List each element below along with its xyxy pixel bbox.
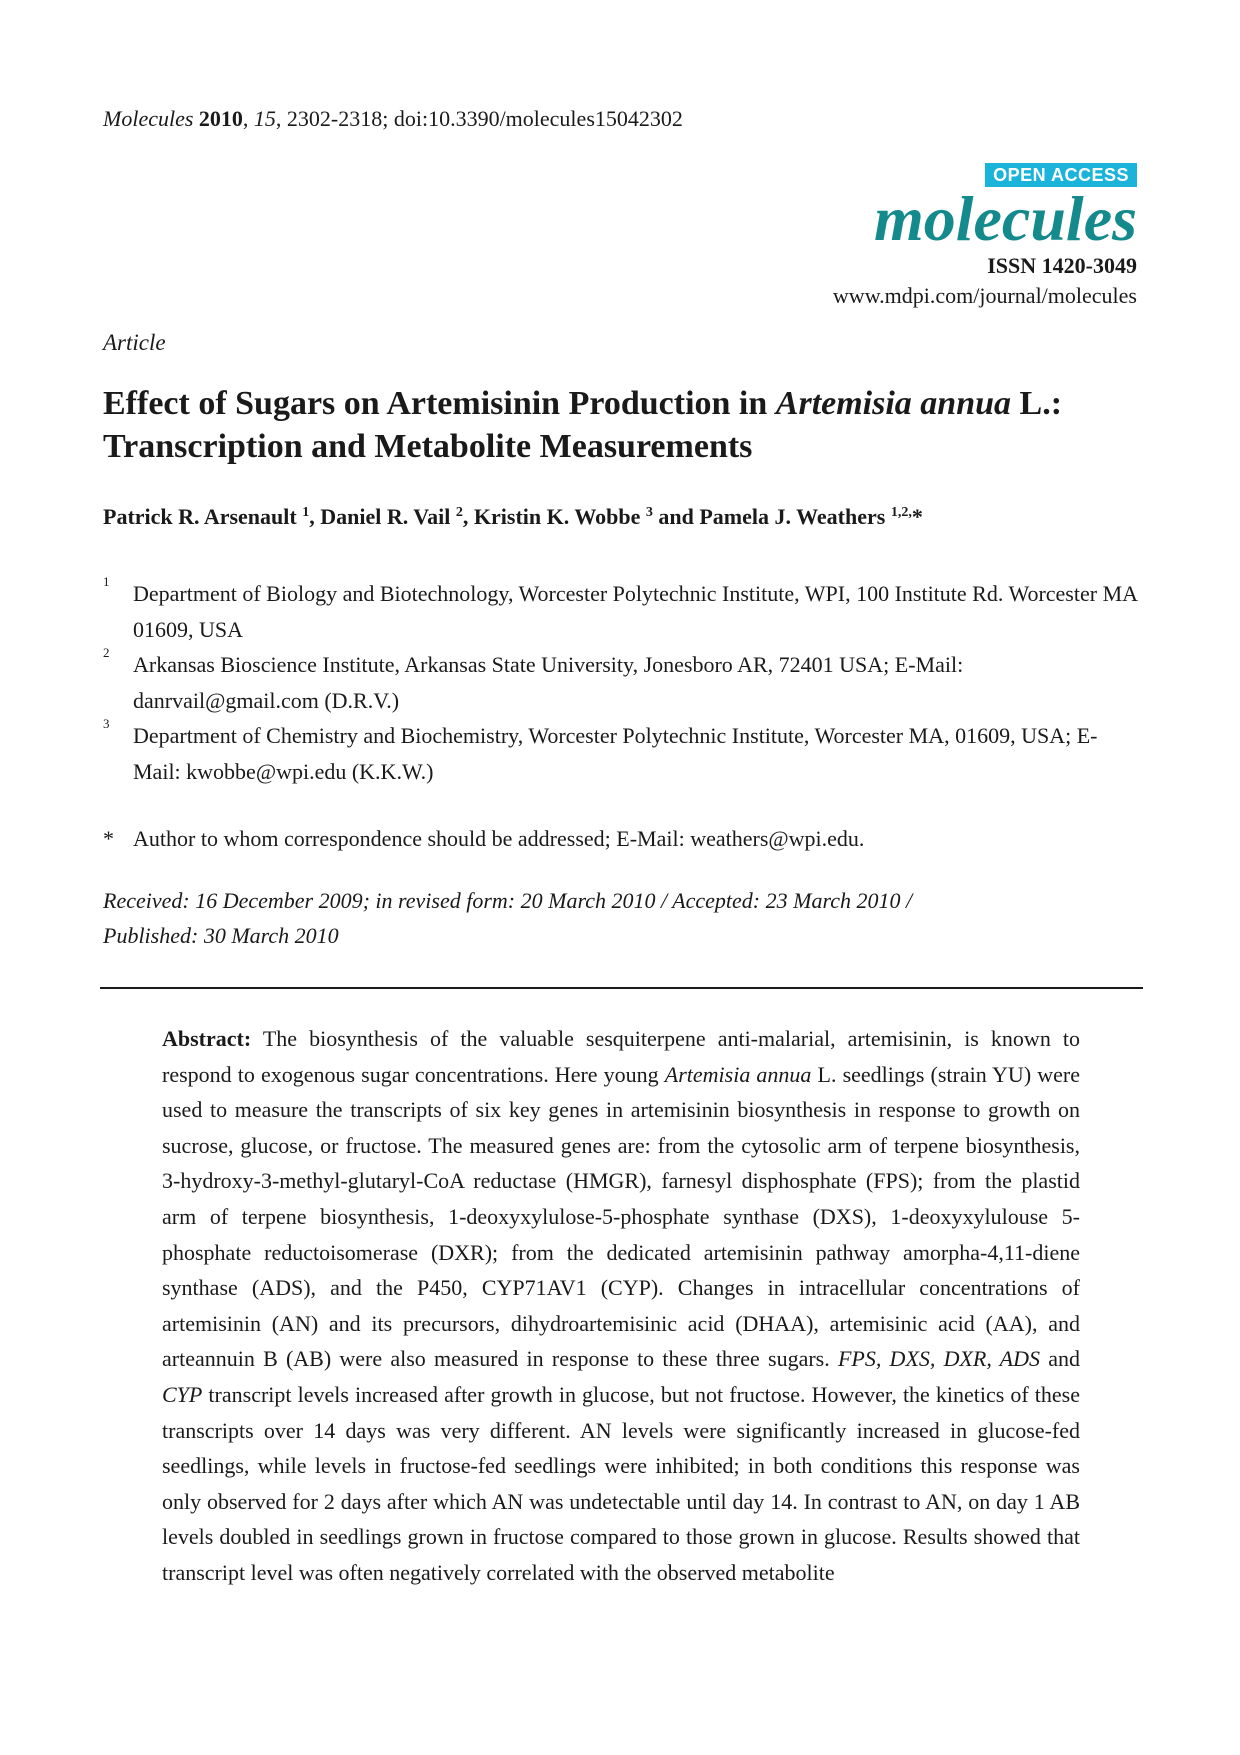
correspondence-note [103,824,1143,854]
abstract-gene: CYP [162,1381,203,1407]
abstract [162,1021,1080,1591]
abstract-text: L. seedlings (strain YU) were used to measure the transcripts of six key genes in artemisinin biosynthesis in response to growth on sucrose, glucose, or fructose. The measured genes are: from the cytosolic arm of terpene biosynthesis, 3-hydroxy-3-methyl-glutaryl-CoA reductase (HMGR), farnesyl disphosphate (FPS); from the plastid arm of terpene biosynthesis, 1-deoxyxylulose-5-phosphate synthase (DXS), 1-deoxyxylulouse 5-phosphate reductoisomerase (DXR); from the dedicated artemisinin pathway amorpha-4,11-diene synthase (ADS), and the P450, CYP71AV1 (CYP). Changes in intracellular concentrations of artemisinin (AN) and its precursors, dihydroartemisinic acid (DHAA), artemisinic acid (AA), and arteannuin B (AB) were also measured in response to these three sugars. [162,1061,1080,1372]
abstract-label: Abstract: [162,1026,252,1051]
author-affiliation-mark: 1 [302,505,310,520]
abstract-gene-list: FPS, DXS, DXR, ADS [837,1346,1041,1372]
abstract-species: Artemisia annua [664,1061,812,1087]
affiliation-item [103,718,1143,789]
dates-published: Published: 30 March 2010 [103,923,339,948]
open-access-badge: OPEN ACCESS [985,163,1137,187]
article-type: Article [103,330,166,355]
correspondence-text: Author to whom correspondence should be addressed; E-Mail: weathers@wpi.edu. [133,826,865,851]
abstract-text: The biosynthesis of the valuable sesquiterpene anti-malarial, artemisinin, is known to respond to exogenous sugar concentrations. Here young [162,1026,1080,1087]
affiliation-number: 2 [103,645,110,660]
abstract-text: transcript levels increased after growth in glucose, but not fructose. However, the kinetics of these transcripts over 14 days was very different. AN levels were significantly increased in glucose-fed seedlings, while levels in fructose-fed seedlings were inhibited; in both conditions this response was only observed for 2 days after which AN was undetectable until day 14. In contrast to AN, on day 1 AB levels doubled in seedlings grown in fructose compared to those grown in glucose. Results showed that transcript level was often negatively correlated with the observed metabolite [162,1381,1080,1585]
author-affiliation-mark: 3 [645,505,653,520]
title-part-1: Effect of Sugars on Artemisinin Production in [103,385,776,422]
citation-journal: Molecules [103,106,194,131]
journal-url[interactable]: www.mdpi.com/journal/molecules [832,283,1137,308]
article-title [103,382,1143,468]
affiliation-number: 3 [103,716,110,731]
author-name: Patrick R. Arsenault [103,504,303,529]
affiliation-item [103,576,1143,647]
affiliation-item [103,647,1143,718]
citation-line: Molecules 2010, 15, 2302-2318; doi:10.3390/molecules15042302 [103,106,683,131]
affiliation-number: 1 [103,574,110,589]
citation-volume: 15 [253,106,276,131]
author-name: Kristin K. Wobbe [473,504,646,529]
journal-masthead [833,163,1137,311]
dates-received-accepted: Received: 16 December 2009; in revised form: 20 March 2010 / Accepted: 23 March 2010 / [103,888,913,913]
affiliation-text: Department of Biology and Biotechnology, Worcester Polytechnic Institute, WPI, 100 Institute Rd. Worcester MA 01609, USA [133,581,1137,642]
author-separator: , [462,504,474,529]
author-affiliation-mark: 1,2, [890,505,912,520]
author-separator: , [309,504,321,529]
issn: ISSN 1420-3049 [987,253,1137,278]
title-part-2: L.: Transcription and Metabolite Measurements [103,385,1063,465]
affiliation-text: Department of Chemistry and Biochemistry, Worcester Polytechnic Institute, Worcester MA, 01609, USA; E-Mail: kwobbe@wpi.edu (K.K.W.) [133,723,1098,784]
author-name: Pamela J. Weathers [699,504,891,529]
author-affiliation-mark: 2 [455,505,463,520]
correspondence-mark: * [103,826,114,851]
author-list [103,502,923,532]
author-separator: and [652,504,700,529]
affiliation-list [103,576,1143,789]
affiliation-text: Arkansas Bioscience Institute, Arkansas State University, Jonesboro AR, 72401 USA; E-Mail: danrvail@gmail.com (D.R.V.) [133,652,964,713]
abstract-text: and [1040,1346,1081,1372]
citation-pages-doi: , 2302-2318; doi:10.3390/molecules15042302 [275,106,683,131]
publication-dates [103,883,1143,953]
title-species: Artemisia annua [775,385,1012,422]
author-name: Daniel R. Vail [320,504,456,529]
journal-logo: molecules [873,183,1137,254]
citation-year: 2010 [198,106,243,131]
corresponding-author-mark: * [911,504,923,529]
section-divider [100,987,1143,989]
